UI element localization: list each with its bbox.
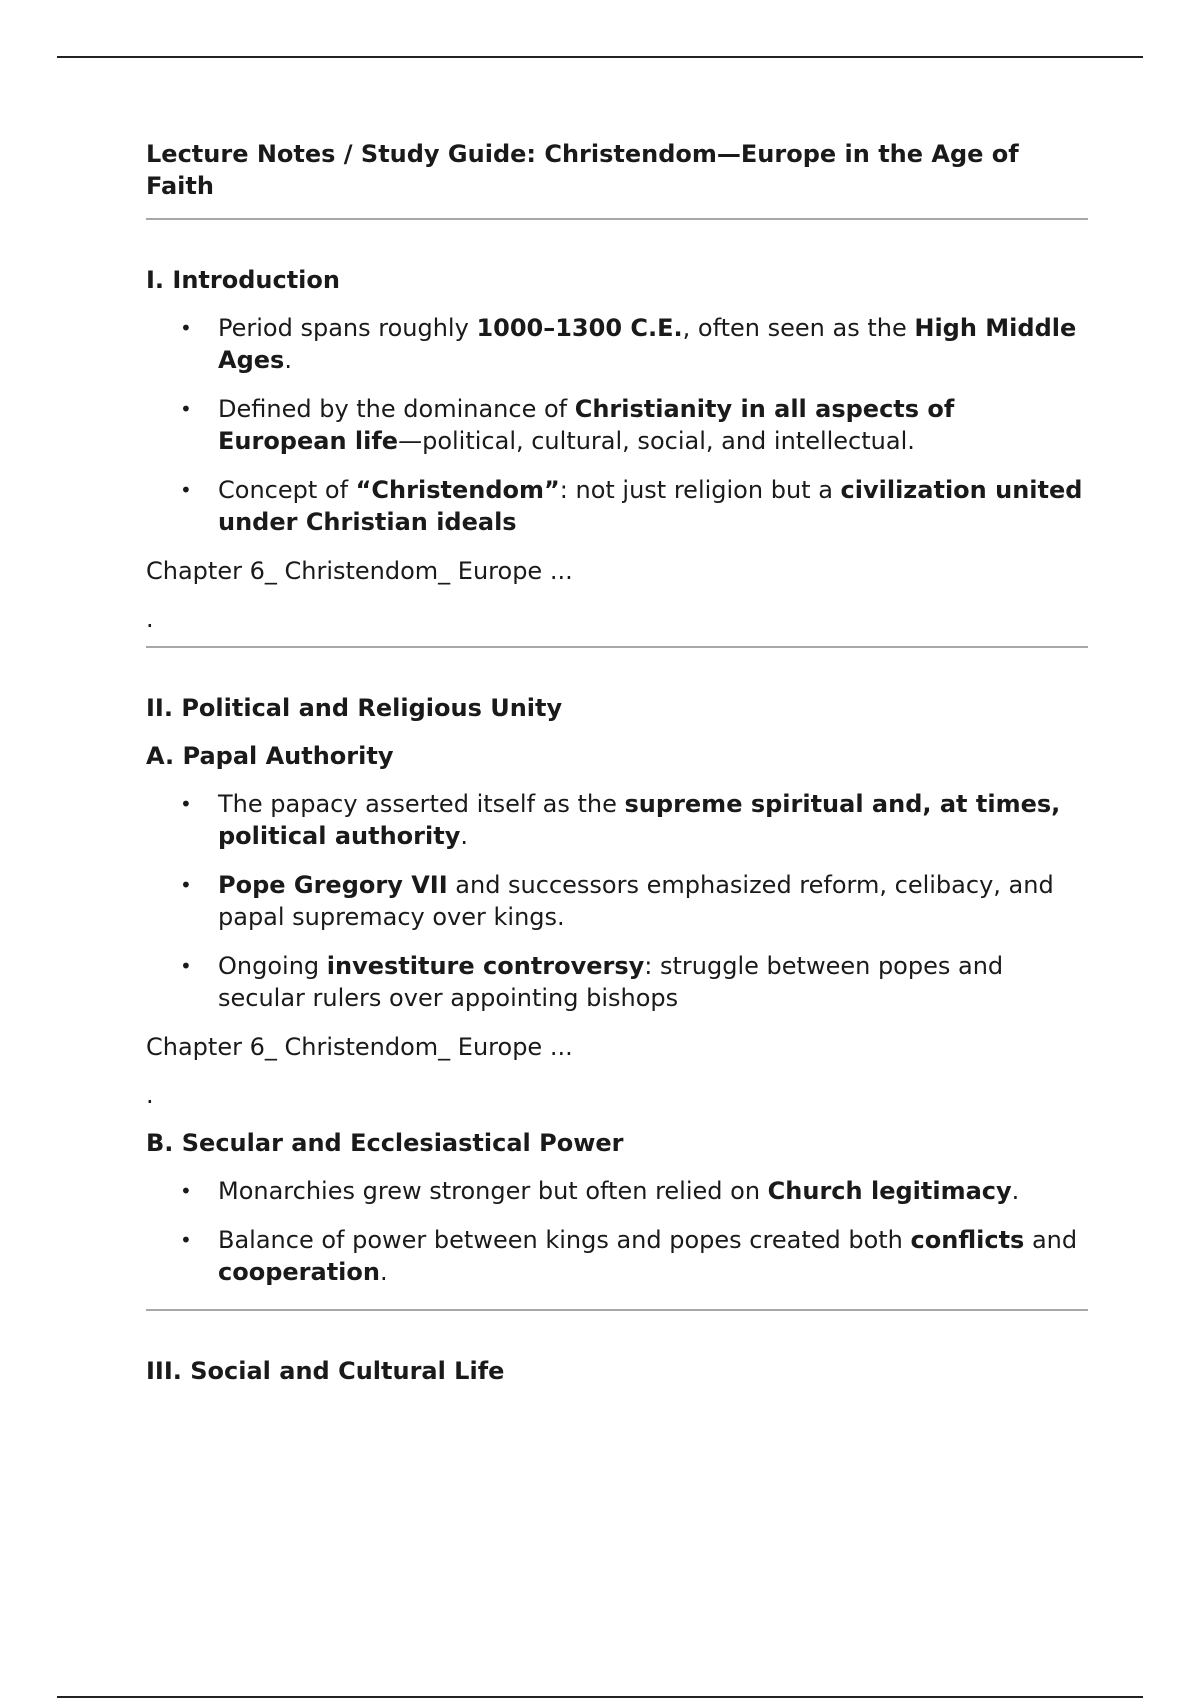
section-heading-introduction: I. Introduction bbox=[146, 266, 340, 294]
secular-power-bullet-list bbox=[146, 1175, 1088, 1288]
list-item: • Monarchies grew stronger but often relied on Church legitimacy. bbox=[146, 1175, 1088, 1207]
list-item: • Ongoing investiture controversy: struggle between popes and secular rulers over appointing bishops bbox=[146, 950, 1088, 1014]
chapter-reference: Chapter 6_ Christendom_ Europe ... bbox=[146, 1033, 573, 1061]
chapter-reference: Chapter 6_ Christendom_ Europe ... bbox=[146, 557, 573, 585]
list-item: • Defined by the dominance of Christianity in all aspects of European life—political, cultural, social, and intellectual. bbox=[146, 393, 1088, 457]
page-bottom-rule bbox=[57, 1696, 1143, 1698]
section-divider bbox=[146, 646, 1088, 648]
subheading-papal-authority: A. Papal Authority bbox=[146, 742, 394, 770]
list-item: • Period spans roughly 1000–1300 C.E., often seen as the High Middle Ages. bbox=[146, 312, 1088, 376]
list-item: • Balance of power between kings and popes created both conflicts and cooperation. bbox=[146, 1224, 1088, 1288]
papal-authority-bullet-list bbox=[146, 788, 1088, 1014]
subheading-secular-ecclesiastical-power: B. Secular and Ecclesiastical Power bbox=[146, 1129, 624, 1157]
separator-dot: . bbox=[146, 1081, 154, 1109]
document-title: Lecture Notes / Study Guide: Christendom—Europe in the Age of Faith bbox=[146, 140, 1019, 200]
section-heading-social-cultural-life: III. Social and Cultural Life bbox=[146, 1357, 505, 1385]
section-divider bbox=[146, 218, 1088, 220]
list-item: • Pope Gregory VII and successors emphasized reform, celibacy, and papal supremacy over kings. bbox=[146, 869, 1088, 933]
introduction-bullet-list bbox=[146, 312, 1088, 538]
list-item: • Concept of “Christendom”: not just religion but a civilization united under Christian ideals bbox=[146, 474, 1088, 538]
list-item: • The papacy asserted itself as the supreme spiritual and, at times, political authority. bbox=[146, 788, 1088, 852]
separator-dot: . bbox=[146, 605, 154, 633]
section-divider bbox=[146, 1309, 1088, 1311]
document-body bbox=[146, 138, 1088, 1387]
section-heading-political-religious-unity: II. Political and Religious Unity bbox=[146, 694, 563, 722]
page-top-rule bbox=[57, 56, 1143, 58]
